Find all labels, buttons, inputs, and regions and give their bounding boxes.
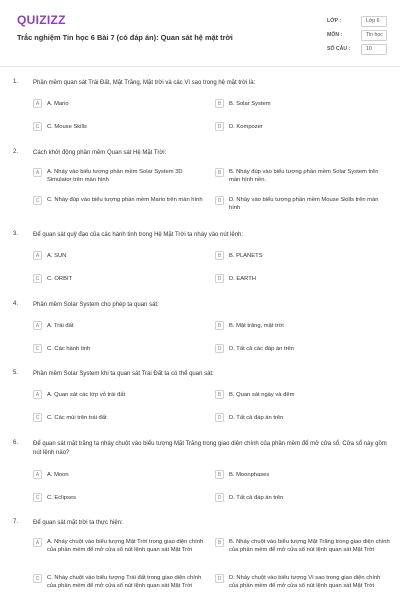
option-c[interactable] [33, 196, 208, 205]
option-c[interactable] [33, 574, 208, 590]
option-a[interactable] [33, 470, 208, 479]
option-text: B. Quan sát ngày và đêm [229, 391, 295, 398]
meta-value-field: 10 [361, 44, 387, 55]
option-b[interactable] [215, 168, 390, 184]
option-letter-box: B [215, 390, 224, 399]
question-number: 2. [13, 149, 19, 155]
option-b[interactable] [215, 470, 390, 479]
option-text: C. Mouse Skills [47, 123, 87, 130]
question-number: 4. [13, 301, 19, 307]
option-text: B. Solar System [229, 100, 271, 107]
option-text: A. Mario [47, 100, 69, 107]
question-text: Để quan sát quỹ đạo của các hành tinh trong Hệ Mặt Trời ta nháy vào nút lệnh: [33, 232, 244, 238]
question-number: 1. [13, 79, 19, 85]
document-title: Trắc nghiệm Tin học 6 Bài 7 (có đáp án): Quan sát hệ mặt trời [17, 33, 233, 42]
option-letter-box: D [215, 574, 224, 583]
meta-value-field: Tin học [361, 30, 387, 41]
question-number: 7. [13, 519, 19, 525]
option-text: D. Tất cả đáp án trên [229, 414, 284, 421]
option-d[interactable] [215, 344, 390, 353]
option-letter-box: A [33, 470, 42, 479]
option-text: B. Nháy đúp vào biểu tượng phần mềm Solar System trên màn hình nền. [229, 169, 379, 183]
option-letter-box: C [33, 196, 42, 205]
option-text: D. Nháy vào biểu tượng phần mềm Mouse Skills trên màn hình [229, 197, 379, 211]
option-b[interactable] [215, 321, 390, 330]
option-letter-box: C [33, 274, 42, 283]
option-c[interactable] [33, 493, 208, 502]
option-letter-box: C [33, 574, 42, 583]
option-b[interactable] [215, 99, 390, 108]
meta-label: MÔN : [327, 32, 343, 38]
option-letter-box: A [33, 538, 42, 547]
option-text: C. Eclipses [47, 494, 76, 501]
option-letter-box: D [215, 196, 224, 205]
option-letter-box: C [33, 413, 42, 422]
option-letter-box: C [33, 493, 42, 502]
option-a[interactable] [33, 321, 208, 330]
option-letter-box: A [33, 99, 42, 108]
option-d[interactable] [215, 493, 390, 502]
option-letter-box: D [215, 122, 224, 131]
option-text: A. Trái đất [47, 322, 74, 329]
question-text: Phần mềm Solar System cho phép ta quan sát: [33, 302, 159, 308]
option-letter-box: B [215, 470, 224, 479]
option-b[interactable] [215, 251, 390, 260]
option-d[interactable] [215, 274, 390, 283]
option-letter-box: B [215, 251, 224, 260]
option-a[interactable] [33, 251, 208, 260]
option-text: A. Nháy vào biểu tượng phần mềm Solar System 3D Simulator trên màn hình [47, 169, 183, 183]
option-c[interactable] [33, 122, 208, 131]
option-text: D. Nháy chuột vào biểu tượng Vì sao trong giao diện chính của phần mềm để mở cửa sổ nút lệnh quan sát Mặt Trời [229, 575, 381, 589]
option-letter-box: B [215, 321, 224, 330]
option-text: C. Nháy đúp vào biểu tượng phần mềm Mario trên màn hình [47, 197, 203, 203]
question-text: Để quan sát mặt trời ta thực hiện: [33, 520, 123, 526]
option-d[interactable] [215, 413, 390, 422]
option-text: D. Tất cả đáp án trên [229, 494, 284, 501]
option-b[interactable] [215, 390, 390, 399]
question-text: Để quan sát mặt trăng ta nháy chuột vào biểu tượng Mặt Trăng trong giao diện chính của phần mềm để mở cửa sổ. Cửa sổ này gồm nút lệnh nào? [33, 441, 387, 456]
option-d[interactable] [215, 196, 390, 212]
option-letter-box: A [33, 321, 42, 330]
option-letter-box: B [215, 99, 224, 108]
option-c[interactable] [33, 274, 208, 283]
option-text: B. PLANETS [229, 252, 263, 259]
meta-label: LỚP : [327, 18, 342, 24]
option-text: B. Moonphases [229, 471, 270, 478]
option-letter-box: C [33, 344, 42, 353]
question-text: Cách khởi động phần mềm Quan sát Hệ Mặt Trời: [33, 150, 167, 156]
option-a[interactable] [33, 168, 208, 184]
question-text: Phần mềm quan sát Trái Đất, Mặt Trăng, Mặt trời và các Vì sao trong hệ mặt trời là: [33, 80, 256, 86]
question-number: 3. [13, 231, 19, 237]
option-a[interactable] [33, 390, 208, 399]
option-d[interactable] [215, 122, 390, 131]
option-b[interactable] [215, 538, 390, 554]
meta-label: SỐ CÂU : [327, 46, 351, 52]
option-c[interactable] [33, 413, 208, 422]
question-number: 6. [13, 440, 19, 446]
quizizz-logo: QUIZIZZ [17, 13, 66, 27]
meta-value-field: Lớp 6 [361, 16, 387, 27]
option-text: D. EARTH [229, 275, 256, 282]
option-letter-box: A [33, 390, 42, 399]
option-text: A. Nháy chuột vào biểu tượng Mặt Trời trong giao diện chính của phần mềm để mở cửa sổ nút lệnh quan sát Mặt Trời [47, 539, 204, 553]
option-text: C. Các hành tinh [47, 345, 91, 352]
option-d[interactable] [215, 574, 390, 590]
option-text: D. Tất cả các đáp án trên [229, 345, 294, 352]
option-letter-box: A [33, 251, 42, 260]
option-letter-box: D [215, 274, 224, 283]
option-letter-box: D [215, 344, 224, 353]
option-text: B. Nháy chuột vào biểu tượng Mặt Trăng trong giao diện chính của phần mềm để mở cửa sổ nút lệnh quan sát Mặt Trời [229, 539, 390, 553]
option-text: C. ORBIT [47, 275, 73, 282]
option-a[interactable] [33, 99, 208, 108]
option-text: A. SUN [47, 252, 67, 259]
option-text: D. Kompozer [229, 123, 263, 130]
option-letter-box: B [215, 538, 224, 547]
option-text: A. Quan sát các lớp vỏ trái đất [47, 391, 126, 398]
question-number: 5. [13, 370, 19, 376]
option-letter-box: D [215, 413, 224, 422]
option-text: B. Mặt trăng, mặt trời [229, 322, 284, 329]
option-text: C. Nháy chuột vào biểu tượng Trái đất trong giao diện chính của phần mềm để mở cửa sổ nút lệnh quan sát Mặt Trời [47, 575, 202, 589]
option-c[interactable] [33, 344, 208, 353]
option-text: A. Moon [47, 471, 69, 478]
option-text: C. Các múi trên trái đất [47, 414, 107, 421]
question-text: Phần mềm Solar System khi ta quan sát Trái Đất ta có thể quan sát: [33, 371, 214, 377]
option-letter-box: D [215, 493, 224, 502]
option-letter-box: A [33, 168, 42, 177]
option-a[interactable] [33, 538, 208, 554]
option-letter-box: C [33, 122, 42, 131]
option-letter-box: B [215, 168, 224, 177]
